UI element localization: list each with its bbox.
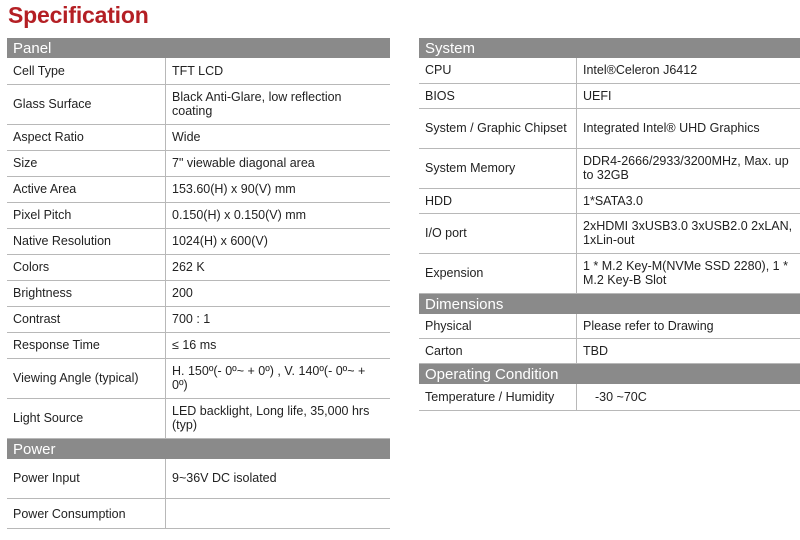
table-row — [7, 306, 390, 332]
spec-value: H. 150º(- 0º~ + 0º) , V. 140º(- 0º~ + 0º) — [166, 358, 391, 398]
table-row — [7, 332, 390, 358]
operating-spec-table — [419, 384, 800, 411]
dimensions-section-header: Dimensions — [419, 294, 800, 314]
spec-label: Temperature / Humidity — [419, 384, 577, 410]
table-row — [419, 148, 800, 188]
spec-label: Brightness — [7, 280, 166, 306]
spec-value: 9~36V DC isolated — [166, 459, 391, 499]
spec-label: System / Graphic Chipset — [419, 108, 577, 148]
table-row — [7, 150, 390, 176]
spec-value: 0.150(H) x 0.150(V) mm — [166, 202, 391, 228]
table-row — [7, 84, 390, 124]
spec-label: Response Time — [7, 332, 166, 358]
spec-value: Please refer to Drawing — [577, 314, 800, 339]
spec-label: Power Input — [7, 459, 166, 499]
spec-label: Cell Type — [7, 58, 166, 84]
spec-value: -30 ~70C — [577, 384, 800, 410]
spec-value — [166, 499, 391, 529]
spec-value: Integrated Intel® UHD Graphics — [577, 108, 800, 148]
spec-label: Pixel Pitch — [7, 202, 166, 228]
spec-label: Glass Surface — [7, 84, 166, 124]
table-row — [7, 202, 390, 228]
spec-value: 1*SATA3.0 — [577, 188, 800, 213]
spec-label: Native Resolution — [7, 228, 166, 254]
table-row — [419, 213, 800, 253]
table-row — [419, 108, 800, 148]
table-row — [419, 58, 800, 83]
table-row — [7, 459, 390, 499]
spec-label: BIOS — [419, 83, 577, 108]
spec-value: LED backlight, Long life, 35,000 hrs (typ) — [166, 398, 391, 438]
table-row — [7, 280, 390, 306]
spec-label: Power Consumption — [7, 499, 166, 529]
spec-value: 7" viewable diagonal area — [166, 150, 391, 176]
spec-value: 262 K — [166, 254, 391, 280]
spec-value: Wide — [166, 124, 391, 150]
page-title: Specification — [8, 2, 149, 28]
table-row — [7, 358, 390, 398]
spec-label: Light Source — [7, 398, 166, 438]
spec-label: Size — [7, 150, 166, 176]
table-row — [7, 176, 390, 202]
spec-value: DDR4-2666/2933/3200MHz, Max. up to 32GB — [577, 148, 800, 188]
spec-value: 1 * M.2 Key-M(NVMe SSD 2280), 1 * M.2 Key-B Slot — [577, 253, 800, 293]
table-row — [7, 398, 390, 438]
table-row — [7, 124, 390, 150]
spec-value: UEFI — [577, 83, 800, 108]
table-row — [419, 83, 800, 108]
right-column — [419, 38, 800, 411]
table-row — [7, 58, 390, 84]
power-section-header: Power — [7, 439, 390, 459]
spec-label: System Memory — [419, 148, 577, 188]
spec-value: TFT LCD — [166, 58, 391, 84]
left-column — [7, 38, 390, 529]
operating-section-header: Operating Condition — [419, 364, 800, 384]
table-row — [419, 188, 800, 213]
system-spec-table — [419, 58, 800, 294]
panel-section-header: Panel — [7, 38, 390, 58]
spec-label: Colors — [7, 254, 166, 280]
spec-value: ≤ 16 ms — [166, 332, 391, 358]
dimensions-spec-table — [419, 314, 800, 365]
spec-label: Active Area — [7, 176, 166, 202]
spec-label: Physical — [419, 314, 577, 339]
spec-label: I/O port — [419, 213, 577, 253]
system-section-header: System — [419, 38, 800, 58]
spec-label: HDD — [419, 188, 577, 213]
table-row — [7, 499, 390, 529]
spec-label: Aspect Ratio — [7, 124, 166, 150]
table-row — [419, 314, 800, 339]
spec-label: CPU — [419, 58, 577, 83]
spec-value: Intel®Celeron J6412 — [577, 58, 800, 83]
spec-label: Expension — [419, 253, 577, 293]
spec-value: 200 — [166, 280, 391, 306]
spec-value: 2xHDMI 3xUSB3.0 3xUSB2.0 2xLAN, 1xLin-out — [577, 213, 800, 253]
table-row — [7, 254, 390, 280]
spec-value: TBD — [577, 339, 800, 364]
spec-value: 1024(H) x 600(V) — [166, 228, 391, 254]
spec-value: Black Anti-Glare, low reflection coating — [166, 84, 391, 124]
spec-label: Contrast — [7, 306, 166, 332]
spec-value: 153.60(H) x 90(V) mm — [166, 176, 391, 202]
panel-spec-table — [7, 58, 390, 439]
spec-label: Viewing Angle (typical) — [7, 358, 166, 398]
table-row — [419, 339, 800, 364]
power-spec-table — [7, 459, 390, 530]
table-row — [419, 384, 800, 410]
spec-label: Carton — [419, 339, 577, 364]
table-row — [7, 228, 390, 254]
spec-value: 700 : 1 — [166, 306, 391, 332]
table-row — [419, 253, 800, 293]
